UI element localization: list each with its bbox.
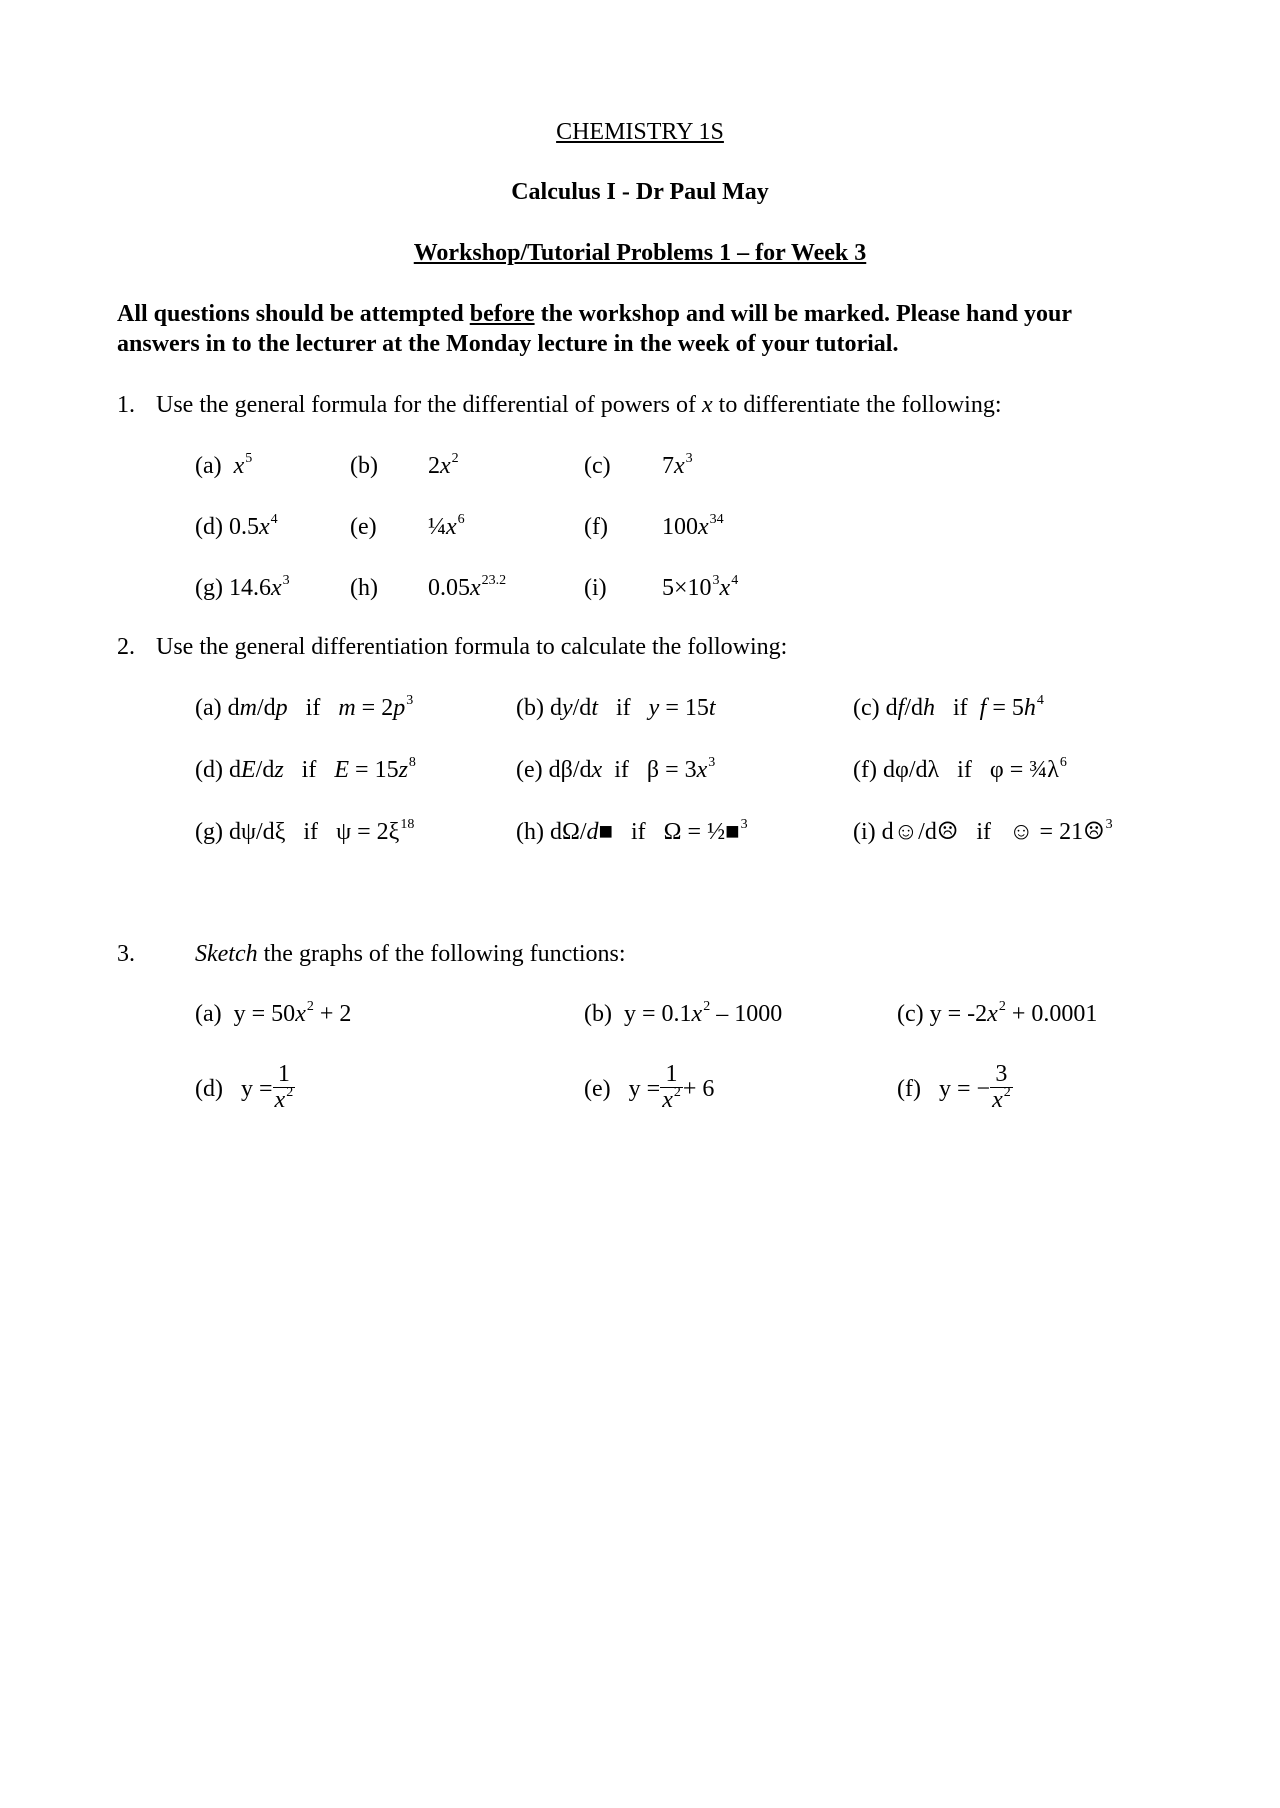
q2-item-base: z bbox=[398, 757, 408, 783]
q2-item-denominator-var: z bbox=[274, 757, 284, 783]
q2-item-denominator-var: λ bbox=[927, 757, 940, 783]
q2-item-exp: 3 bbox=[1105, 817, 1113, 832]
q3-item-label: (a) bbox=[195, 1001, 222, 1027]
q3-item-var: x bbox=[691, 1001, 703, 1027]
q2-item-exp: 4 bbox=[1036, 693, 1044, 708]
q2-item-exp: 3 bbox=[708, 755, 716, 770]
q1-item-coef: 2 bbox=[428, 453, 440, 479]
q1-item-h bbox=[428, 574, 506, 603]
q3-item-label: (f) bbox=[897, 1076, 921, 1103]
q1-item-var: x bbox=[258, 514, 270, 540]
q2-item-exp: 3 bbox=[740, 817, 748, 832]
q1-prompt bbox=[156, 391, 1001, 420]
q2-item-e: (e) dβ/dx if $\beta = 3x^3$ bbox=[516, 755, 716, 783]
q1-item-c-label: (c) bbox=[584, 453, 611, 479]
q3-item-c bbox=[897, 1000, 1097, 1029]
instructions-text-cont: the workshop and will be marked. Please hand your bbox=[534, 301, 1073, 327]
instructions-line-2: answers in to the lecturer at the Monday lecture in the week of your tutorial. bbox=[117, 331, 899, 357]
q3-item-exp: 2 bbox=[703, 999, 711, 1014]
q2-item-denominator-var: ξ bbox=[274, 819, 286, 845]
q1-item-coef-exp: 3 bbox=[712, 573, 720, 588]
q2-item-label: (b) bbox=[516, 695, 544, 721]
fraction-denominator-exp: 2 bbox=[673, 1085, 681, 1100]
q1-item-exp: 3 bbox=[282, 573, 290, 588]
q2-item-denominator-var: ■ bbox=[598, 819, 613, 845]
q2-item-denominator-var: h bbox=[922, 695, 935, 721]
q2-item-lhs: f bbox=[979, 695, 987, 721]
q3-number: 3. bbox=[117, 941, 135, 967]
q3-item-e bbox=[584, 1063, 714, 1118]
fraction-denominator-var: x bbox=[274, 1087, 286, 1113]
q2-item-lhs: E bbox=[334, 757, 350, 783]
fraction-denominator-var: x bbox=[662, 1087, 673, 1113]
q1-item-label: (a) bbox=[195, 453, 222, 479]
q2-item-base: ☹ bbox=[1083, 819, 1105, 845]
q3-item-d bbox=[195, 1063, 295, 1118]
q2-item-coef: 2 bbox=[376, 819, 389, 845]
q2-item-numerator-var: y bbox=[561, 695, 573, 721]
q2-item-denominator-var: p bbox=[275, 695, 288, 721]
q1-item-h-label: (h) bbox=[350, 575, 378, 601]
q2-item-b: (b) dy/dt if y = 15t bbox=[516, 695, 716, 721]
q2-item-base: t bbox=[708, 695, 716, 721]
q2-item-base: ξ bbox=[388, 819, 400, 845]
q3-item-var: x bbox=[295, 1001, 306, 1027]
q3-item-tail: + 0.0001 bbox=[1005, 1001, 1098, 1027]
q2-item-numerator-var: Ω bbox=[561, 819, 580, 845]
q1-item-exp: 6 bbox=[457, 512, 465, 527]
q1-item-var: x bbox=[470, 575, 481, 601]
q2-item-exp: 18 bbox=[400, 817, 415, 832]
q1-item-exp: 4 bbox=[270, 512, 278, 527]
q1-item-e-label: (e) bbox=[350, 514, 377, 540]
q2-item-c: (c) df/dh if $f = 5h^4$ bbox=[853, 693, 1044, 721]
instructions-line-1 bbox=[117, 300, 1072, 329]
q3-item-b bbox=[584, 1000, 782, 1029]
q2-item-exp: 6 bbox=[1059, 755, 1067, 770]
q1-item-e bbox=[428, 513, 465, 542]
q2-item-label: (h) bbox=[516, 819, 544, 845]
q1-item-coef: 0.05 bbox=[428, 575, 470, 601]
fraction-denominator-exp: 2 bbox=[1003, 1085, 1011, 1100]
q3-item-fraction bbox=[990, 1061, 1013, 1116]
q2-item-coef: ½ bbox=[707, 819, 726, 845]
q2-item-label: (d) bbox=[195, 757, 223, 783]
q2-item-coef: 3 bbox=[684, 757, 697, 783]
q2-item-lhs: ☺ bbox=[1009, 819, 1034, 845]
q2-item-numerator-var: ☺ bbox=[893, 819, 919, 845]
course-title: CHEMISTRY 1S bbox=[556, 119, 724, 145]
fraction-denominator-var: x bbox=[992, 1087, 1003, 1113]
q2-item-base: ■ bbox=[725, 819, 740, 845]
q3-item-tail: + 6 bbox=[682, 1076, 715, 1103]
instructions-emphasis: before bbox=[469, 301, 535, 327]
q3-item-lhs: y = bbox=[240, 1076, 273, 1103]
q2-item-label: (i) bbox=[853, 819, 876, 845]
q3-item-var: x bbox=[987, 1001, 998, 1027]
q1-prompt-text: Use the general formula for the differential of powers of bbox=[156, 392, 703, 418]
q1-item-coef: ¼ bbox=[428, 514, 446, 540]
q1-prompt-text-end: to differentiate the following: bbox=[712, 392, 1002, 418]
q3-item-exp: 2 bbox=[306, 999, 314, 1014]
q1-item-coef: 7 bbox=[662, 453, 674, 479]
q3-item-a bbox=[195, 1000, 351, 1029]
q1-item-var: x bbox=[233, 453, 245, 479]
q3-prompt-text: the graphs of the following functions: bbox=[257, 941, 626, 967]
q3-item-expr: y = 0.1 bbox=[623, 1001, 692, 1027]
q3-item-expr: y = -2 bbox=[929, 1001, 988, 1027]
q3-item-lhs: y = bbox=[628, 1076, 661, 1103]
q1-item-var: x bbox=[270, 575, 282, 601]
q1-item-f bbox=[662, 513, 724, 542]
instructions-text: All questions should be attempted bbox=[117, 301, 470, 327]
q1-item-f-label: (f) bbox=[584, 514, 608, 540]
q2-item-exp: 8 bbox=[408, 755, 416, 770]
q2-item-lhs: φ bbox=[989, 757, 1004, 783]
q2-prompt: Use the general differentiation formula to calculate the following: bbox=[156, 634, 788, 660]
q2-item-label: (e) bbox=[516, 757, 543, 783]
q3-item-fraction bbox=[660, 1061, 683, 1116]
q2-item-coef: 5 bbox=[1011, 695, 1024, 721]
q2-item-lhs: m bbox=[338, 695, 356, 721]
q1-variable: x bbox=[702, 392, 713, 418]
q1-item-exp: 5 bbox=[245, 451, 253, 466]
q1-item-var: x bbox=[698, 514, 709, 540]
q3-prompt-emphasis: Sketch bbox=[195, 941, 258, 967]
q2-item-lhs: β bbox=[646, 757, 660, 783]
q3-item-exp: 2 bbox=[998, 999, 1006, 1014]
q2-item-coef: 15 bbox=[684, 695, 709, 721]
q3-item-f bbox=[897, 1063, 1013, 1118]
q2-item-lhs: Ω bbox=[663, 819, 682, 845]
q3-item-tail: + 2 bbox=[313, 1001, 352, 1027]
q3-item-label: (e) bbox=[584, 1076, 611, 1103]
q2-item-label: (g) bbox=[195, 819, 223, 845]
q1-item-label: (d) bbox=[195, 514, 223, 540]
q1-item-label: (g) bbox=[195, 575, 223, 601]
q1-item-exp: 4 bbox=[731, 573, 739, 588]
q1-item-var: x bbox=[440, 453, 451, 479]
q2-item-denominator-var: x bbox=[591, 757, 603, 783]
sheet-title: Workshop/Tutorial Problems 1 – for Week 3 bbox=[413, 240, 867, 266]
q3-item-expr: y = 50 bbox=[233, 1001, 296, 1027]
q2-number: 2. bbox=[117, 634, 135, 660]
q1-item-d bbox=[195, 513, 278, 542]
q1-item-exp: 34 bbox=[709, 512, 724, 527]
q1-item-var: x bbox=[446, 514, 457, 540]
q2-item-base: h bbox=[1023, 695, 1036, 721]
fraction-denominator bbox=[273, 1087, 296, 1116]
q3-item-fraction bbox=[273, 1061, 296, 1116]
q2-item-base: λ bbox=[1047, 757, 1059, 783]
q2-item-numerator-var: m bbox=[239, 695, 257, 721]
q2-item-h: (h) dΩ/d■ if Ω = ½■$^3$ bbox=[516, 817, 748, 845]
q2-item-coef: 21 bbox=[1059, 819, 1084, 845]
q1-item-coef: 14.6 bbox=[228, 575, 271, 601]
q2-item-exp: 3 bbox=[406, 693, 414, 708]
fraction-numerator: 1 bbox=[665, 1061, 678, 1087]
q1-item-i bbox=[662, 574, 738, 603]
q2-item-coef: 2 bbox=[381, 695, 394, 721]
q1-item-exp: 2 bbox=[451, 451, 459, 466]
q2-item-f: (f) dφ/dλ if $\varphi = \frac{3}{4}\lambda^6$ bbox=[853, 755, 1067, 783]
fraction-numerator: 1 bbox=[277, 1061, 290, 1087]
q2-item-label: (f) bbox=[853, 757, 877, 783]
q1-item-coef: 5×10 bbox=[662, 575, 712, 601]
q1-item-a bbox=[195, 452, 252, 481]
q2-item-numerator-var: φ bbox=[894, 757, 909, 783]
q2-item-denominator-var: ☹ bbox=[936, 819, 959, 845]
q2-item-coef: ¾ bbox=[1029, 757, 1048, 783]
q2-item-g: (g) dψ/dξ if $\psi = 2\xi^{18}$ bbox=[195, 817, 415, 845]
q1-item-exp: 3 bbox=[685, 451, 693, 466]
q2-item-label: (a) bbox=[195, 695, 222, 721]
q2-item-denominator-var: t bbox=[591, 695, 598, 721]
lecture-subtitle: Calculus I - Dr Paul May bbox=[511, 179, 769, 205]
q3-item-label: (b) bbox=[584, 1001, 612, 1027]
q1-item-var: x bbox=[719, 575, 731, 601]
q2-item-numerator-var: ψ bbox=[240, 819, 257, 845]
fraction-denominator bbox=[990, 1087, 1013, 1116]
q1-item-c bbox=[662, 452, 693, 481]
q3-item-lhs: y = − bbox=[938, 1076, 991, 1103]
fraction-denominator-exp: 2 bbox=[286, 1085, 294, 1100]
q3-item-label: (d) bbox=[195, 1076, 223, 1103]
q1-item-b bbox=[428, 452, 459, 481]
fraction-denominator bbox=[660, 1087, 683, 1116]
q2-item-lhs: ψ bbox=[336, 819, 352, 845]
fraction-numerator: 3 bbox=[995, 1061, 1008, 1087]
q1-number: 1. bbox=[117, 392, 135, 418]
q2-item-d: (d) dE/dz if $E = 15z^8$ bbox=[195, 755, 416, 783]
q1-item-var: x bbox=[674, 453, 685, 479]
q3-prompt bbox=[195, 940, 626, 969]
q1-item-b-label: (b) bbox=[350, 453, 378, 479]
q2-item-i: (i) d☺/d☹ if ☺ = 21☹$^3$ bbox=[853, 817, 1113, 845]
q2-item-coef: 15 bbox=[374, 757, 399, 783]
q1-item-exp: 23.2 bbox=[481, 573, 507, 588]
q2-item-numerator-var: β bbox=[560, 757, 573, 783]
q1-item-g bbox=[195, 574, 290, 603]
q1-item-coef: 0.5 bbox=[228, 514, 259, 540]
q3-item-label: (c) bbox=[897, 1001, 924, 1027]
q1-item-i-label: (i) bbox=[584, 575, 607, 601]
q2-item-label: (c) bbox=[853, 695, 880, 721]
q1-item-coef: 100 bbox=[662, 514, 698, 540]
q2-item-base: p bbox=[393, 695, 406, 721]
q2-item-lhs: y bbox=[648, 695, 660, 721]
q2-item-a: (a) dm/dp if $m = 2p^3$ bbox=[195, 693, 414, 721]
q2-item-numerator-var: f bbox=[897, 695, 905, 721]
q2-item-numerator-var: E bbox=[240, 757, 256, 783]
q3-item-tail: – 1000 bbox=[710, 1001, 783, 1027]
q2-item-base: x bbox=[696, 757, 708, 783]
